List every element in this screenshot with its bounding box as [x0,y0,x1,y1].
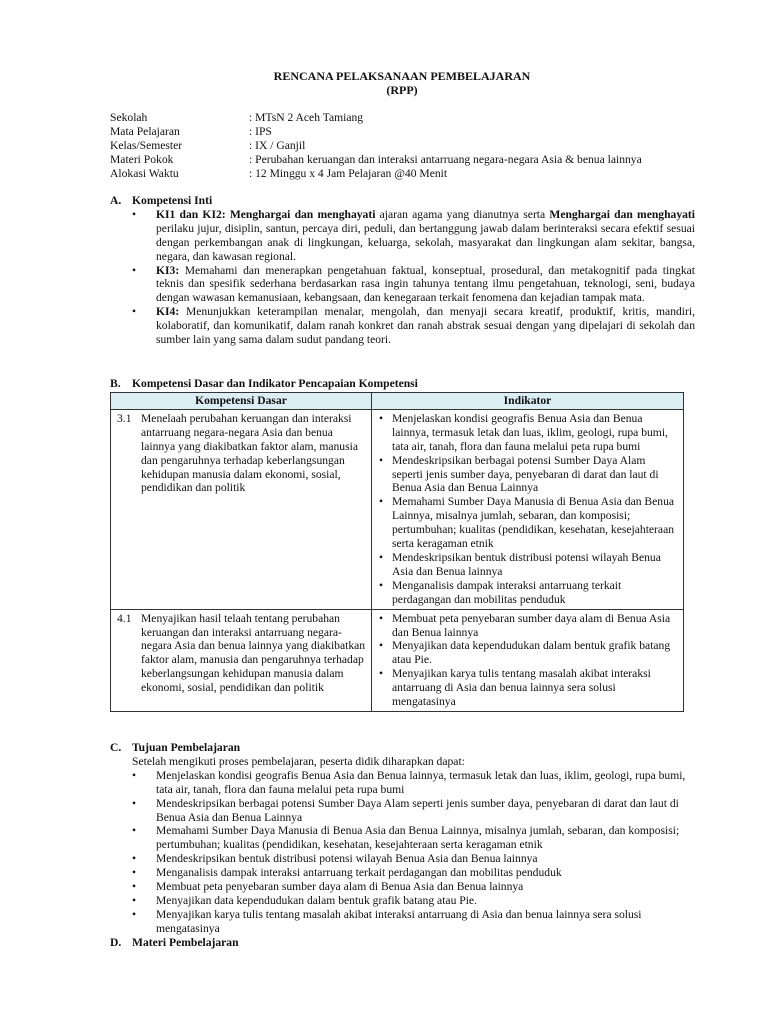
indikator-item: • Memahami Sumber Daya Manusia di Benua Asia dan Benua Lainnya, misalnya jumlah, sebaran, dan komposisi; pertumbuhan; kualitas (pendidikan, kesehatan, kesejahteraan serta keragaman etnik [374,495,679,551]
indikator-item: • Mendeskripsikan berbagai potensi Sumber Daya Alam seperti jenis sumber daya, penyebaran di darat dan laut di Benua Asia dan Benua Lainnya [374,454,679,496]
indikator-column-header: Indikator [372,393,684,410]
title-line-1: RENCANA PELAKSANAAN PEMBELAJARAN [273,69,531,83]
tujuan-intro: Setelah mengikuti proses pembelajaran, peserta didik diharapkan dapat: [132,754,465,768]
tujuan-item: • Mendeskripsikan berbagai potensi Sumber Daya Alam seperti jenis sumber daya, penyebaran di darat dan laut di Benua Asia dan Benua Lainnya [110,797,695,825]
ki-item-bold: Menghargai dan menghayati [549,207,696,221]
section-kompetensi-inti [110,194,695,347]
identity-row [110,153,642,167]
indikator-item: • Membuat peta penyebaran sumber daya alam di Benua Asia dan Benua lainnya [374,612,679,640]
kd-text: Menelaah perubahan keruangan dan interaksi antarruang negara-negara Asia dan benua lainnya yang diakibatkan faktor alam, manusia dan pengaruhnya terhadap keberlangsungan kehidupan manusia dalam ekonomi, sosial, pendidikan dan politik [141,411,358,495]
kd-number: 4.1 [117,611,132,625]
tujuan-item: • Menganalisis dampak interaksi antarruang terkait perdagangan dan mobilitas penduduk [110,866,695,880]
indikator-cell [372,409,684,609]
section-a-letter: A. [110,194,122,207]
identity-key: Kelas/Semester [110,138,183,152]
kd-column-header: Kompetensi Dasar [111,393,372,410]
ki-item-text: ajaran agama yang dianutnya serta [375,207,550,221]
tujuan-item: • Menyajikan data kependudukan dalam bentuk grafik batang atau Pie. [110,894,695,908]
section-c-title: Tujuan Pembelajaran [132,741,241,754]
identity-value: : IX / Ganjil [249,138,306,152]
document-title [0,69,768,97]
indikator-list [374,412,679,607]
kd-cell [111,609,372,711]
kd-table-row [111,609,684,711]
indikator-list [374,612,679,709]
tujuan-item: • Menjelaskan kondisi geografis Benua Asia dan Benua lainnya, termasuk letak dan luas, iklim, geologi, rupa bumi, tata air, tanah, flora dan fauna melalui peta rupa bumi [110,769,695,797]
section-c-letter: C. [110,741,122,754]
indikator-item: • Menyajikan data kependudukan dalam bentuk grafik batang atau Pie. [374,639,679,667]
section-b-heading [110,377,695,391]
tujuan-item: • Menyajikan karya tulis tentang masalah akibat interaksi antarruang di Asia dan benua lainnya sera solusi mengatasinya [110,908,695,936]
ki-item-bold: KI4: [156,305,180,319]
identity-value: : 12 Minggu x 4 Jam Pelajaran @40 Menit [249,166,448,180]
kd-text: Menyajikan hasil telaah tentang perubahan keruangan dan interaksi antarruang negara-negara Asia dan benua lainnya yang diakibatkan faktor alam, manusia dan pengaruhnya terhadap keberlangsungan kehidupan manusia dalam ekonomi, sosial, pendidikan dan politik [141,611,366,695]
ki-item-text: Menunjukkan keterampilan menalar, mengolah, dan menyaji secara kreatif, produktif, kritis, mandiri, kolaboratif, dan komunikatif, dalam ranah konkret dan ranah abstrak sesuai dengan yang dipelajari di sekolah dan sumber lain yang sama dalam sudut pandang teori. [156,305,695,347]
kd-table-row [111,409,684,609]
ki-item [110,208,695,264]
identity-row [110,167,642,181]
tujuan-item: • Membuat peta penyebaran sumber daya alam di Benua Asia dan Benua lainnya [110,880,695,894]
kd-number: 3.1 [117,411,132,425]
tujuan-item: • Memahami Sumber Daya Manusia di Benua Asia dan Benua Lainnya, misalnya jumlah, sebaran, dan komposisi; pertumbuhan; kualitas (pendidikan, kesehatan, kesejahteraan serta keragaman etnik [110,824,695,852]
section-tujuan-pembelajaran [110,741,695,950]
section-kompetensi-dasar-heading [110,377,695,391]
ki-item-bold: KI3: [156,263,180,277]
ki-item-text: Memahami dan menerapkan pengetahuan faktual, konseptual, prosedural, dan metakognitif pada tingkat teknis dan spesifik sederhana berdasarkan rasa ingin tahunya tentang ilmu pengetahuan, teknologi, seni, budaya dengan wawasan kemanusiaan, kebangsaan, dan kenegaraan terkait fenomena dan kejadian tampak mata. [156,263,695,305]
identity-row [110,111,642,125]
indikator-item: • Menjelaskan kondisi geografis Benua Asia dan Benua lainnya, termasuk letak dan luas, iklim, geologi, rupa bumi, tata air, tanah, flora dan fauna melalui peta rupa bumi [374,412,679,454]
indikator-item: • Menyajikan karya tulis tentang masalah akibat interaksi antarruang di Asia dan benua lainnya sera solusi mengatasinya [374,667,679,709]
section-d-heading [110,936,695,950]
section-c-heading [110,741,695,755]
ki-item [110,264,695,306]
identity-key: Materi Pokok [110,152,174,166]
identity-table [110,111,642,181]
indikator-cell [372,609,684,711]
identity-row [110,139,642,153]
section-b-letter: B. [110,377,121,390]
ki-item-bold: KI1 dan KI2: Menghargai dan menghayati [156,207,376,221]
section-d-title: Materi Pembelajaran [132,935,239,949]
kd-table-header [111,393,684,410]
identity-value: : Perubahan keruangan dan interaksi antarruang negara-negara Asia & benua lainnya [249,152,642,166]
identity-value: : IPS [249,124,272,138]
tujuan-list [110,769,695,936]
title-line-2: (RPP) [386,83,418,97]
section-b-title: Kompetensi Dasar dan Indikator Pencapaian Kompetensi [132,377,418,390]
identity-key: Sekolah [110,111,148,124]
ki-item [110,305,695,347]
section-d-letter: D. [110,935,122,949]
ki-list [110,208,695,347]
tujuan-item: • Mendeskripsikan bentuk distribusi potensi wilayah Benua Asia dan Benua lainnya [110,852,695,866]
identity-row [110,125,642,139]
kd-cell [111,409,372,609]
section-a-title: Kompetensi Inti [132,194,213,207]
kd-indikator-table [110,392,684,712]
ki-item-text: perilaku jujur, disiplin, santun, percaya diri, peduli, dan bertanggung jawab dalam berinteraksi secara efektif sesuai dengan perkembangan anak di lingkungan, keluarga, sekolah, masyarakat dan lingkungan alam sekitar, bangsa, negara, dan kawasan regional. [156,221,695,263]
section-a-heading [110,194,695,208]
indikator-item: • Menganalisis dampak interaksi antarruang terkait perdagangan dan mobilitas penduduk [374,579,679,607]
identity-value: : MTsN 2 Aceh Tamiang [249,111,364,124]
identity-key: Alokasi Waktu [110,166,179,180]
indikator-item: • Mendeskripsikan bentuk distribusi potensi wilayah Benua Asia dan Benua lainnya [374,551,679,579]
identity-key: Mata Pelajaran [110,124,180,138]
